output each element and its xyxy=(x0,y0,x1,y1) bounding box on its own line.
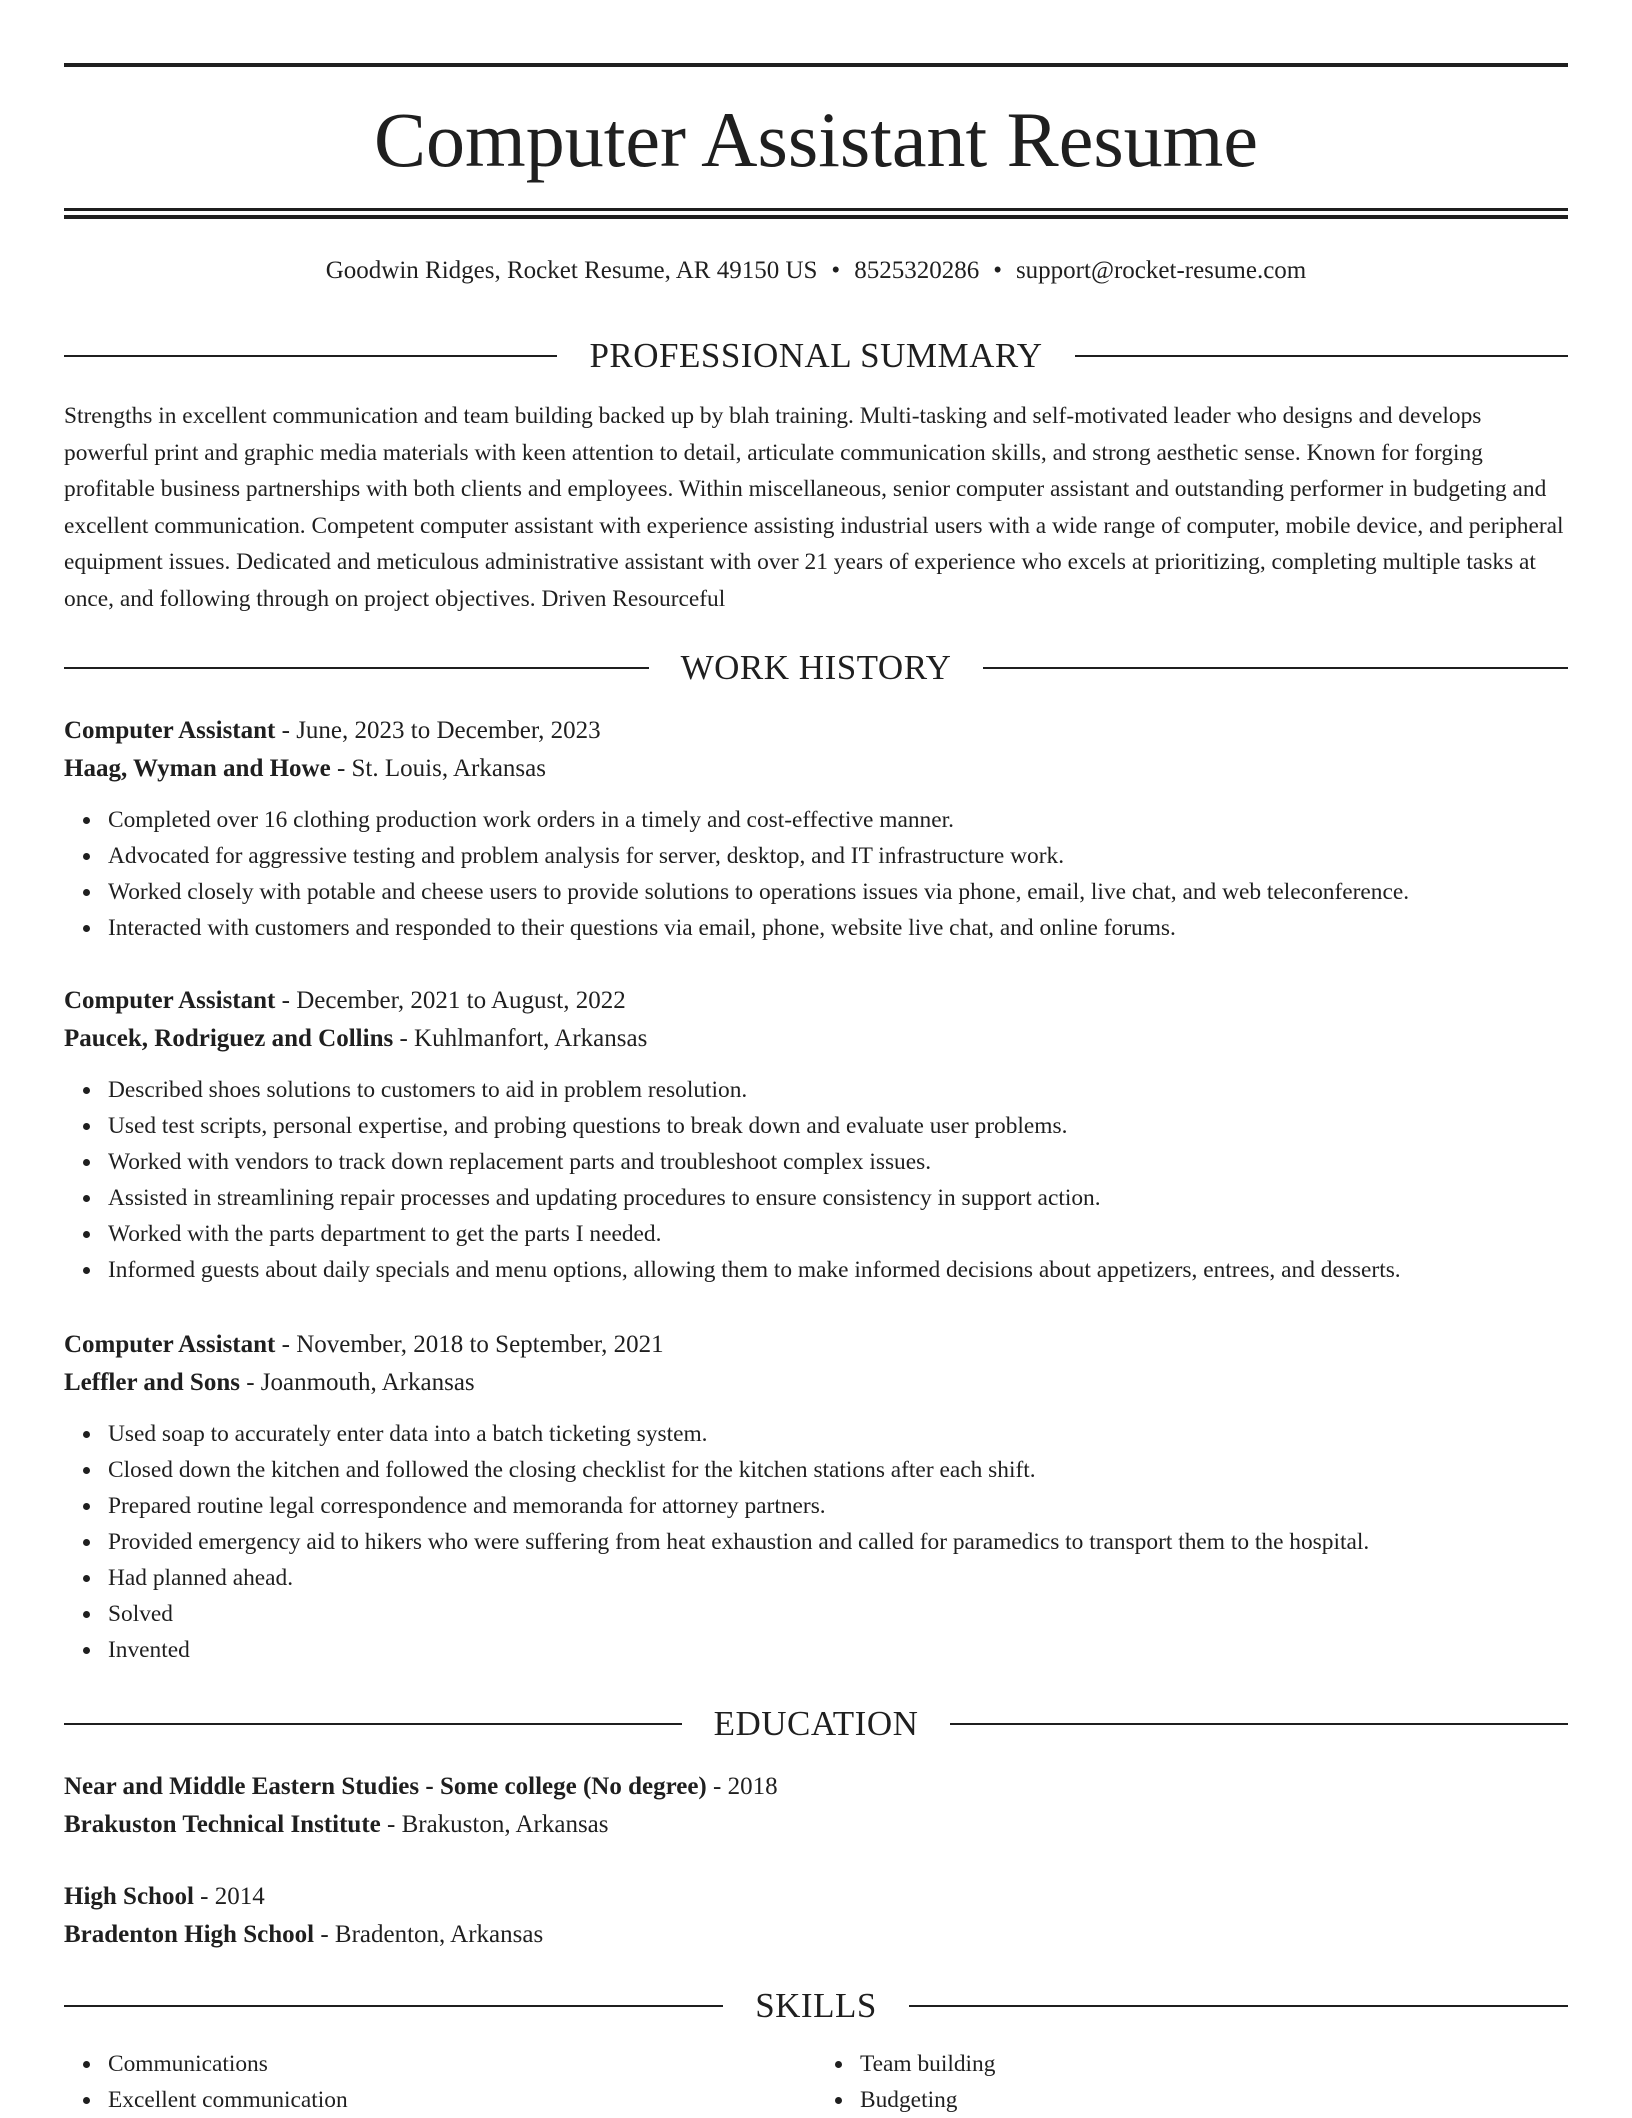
job-company: Paucek, Rodriguez and Collins xyxy=(64,1025,394,1052)
section-rule xyxy=(64,2005,723,2007)
contact-separator: • xyxy=(993,257,1002,284)
job-company-line xyxy=(64,1364,1568,1402)
job-entry xyxy=(64,712,1568,946)
education-entry xyxy=(64,1878,1568,1954)
job-dates: - November, 2018 to September, 2021 xyxy=(275,1331,664,1358)
skills-column-right xyxy=(816,2046,1568,2118)
summary-paragraph: Strengths in excellent communication and team building backed up by blah training. Multi-tasking and self-motivated leader who designs and develops powerful print and graphic media materials with keen attention to detail, articulate communication skills, and strong aesthetic sense. Known for forging profitable business partnerships with both clients and employees. Within miscellaneous, senior computer assistant and outstanding performer in budgeting and excellent communication. Competent computer assistant with experience assisting industrial users with a wide range of computer, mobile device, and peripheral equipment issues. Dedicated and meticulous administrative assistant with over 21 years of experience who excels at prioritizing, completing multiple tasks at once, and following through on project objectives. Driven Resourceful xyxy=(64,403,1564,612)
section-title: SKILLS xyxy=(755,1986,877,2025)
section-title: WORK HISTORY xyxy=(680,648,952,687)
job-bullet: Worked with the parts department to get the parts I needed. xyxy=(108,1216,1568,1252)
job-bullet: Closed down the kitchen and followed the closing checklist for the kitchen stations after each shift. xyxy=(108,1452,1568,1488)
job-location: - St. Louis, Arkansas xyxy=(330,755,546,782)
job-bullet: Solved xyxy=(108,1596,1568,1632)
job-dates: - June, 2023 to December, 2023 xyxy=(275,717,601,744)
contact-email: support@rocket-resume.com xyxy=(1015,257,1307,284)
job-bullet: Prepared routine legal correspondence and memoranda for attorney partners. xyxy=(108,1488,1568,1524)
section-rule xyxy=(950,1723,1568,1725)
section-heading-work-history xyxy=(64,646,1568,690)
job-title-line xyxy=(64,712,1568,750)
education-degree-line xyxy=(64,1768,1568,1806)
section-rule xyxy=(1075,355,1568,357)
contact-address: Goodwin Ridges, Rocket Resume, AR 49150 US xyxy=(325,257,818,284)
job-bullet: Used soap to accurately enter data into a batch ticketing system. xyxy=(108,1416,1568,1452)
job-bullet: Completed over 16 clothing production work orders in a timely and cost-effective manner. xyxy=(108,802,1568,838)
education-year: - 2018 xyxy=(706,1773,778,1800)
skill-item: Excellent communication xyxy=(108,2082,816,2118)
education-school: Brakuston Technical Institute xyxy=(64,1811,381,1838)
section-heading-education xyxy=(64,1702,1568,1746)
job-bullet: Described shoes solutions to customers to aid in problem resolution. xyxy=(108,1072,1568,1108)
job-bullets xyxy=(64,1416,1568,1668)
skill-item: Budgeting xyxy=(860,2082,1568,2118)
job-location: - Joanmouth, Arkansas xyxy=(239,1369,475,1396)
job-title: Computer Assistant xyxy=(64,1331,276,1358)
job-company: Haag, Wyman and Howe xyxy=(64,755,331,782)
section-title: PROFESSIONAL SUMMARY xyxy=(589,336,1043,375)
job-dates: - December, 2021 to August, 2022 xyxy=(275,987,626,1014)
education-school-line xyxy=(64,1916,1568,1954)
job-bullet: Worked closely with potable and cheese users to provide solutions to operations issues via phone, email, live chat, and web teleconference. xyxy=(108,874,1568,910)
job-title: Computer Assistant xyxy=(64,987,276,1014)
education-school-line xyxy=(64,1806,1568,1844)
header-double-rule xyxy=(64,208,1568,219)
job-bullets xyxy=(64,802,1568,946)
education-degree: High School xyxy=(64,1883,194,1910)
job-company-line xyxy=(64,1020,1568,1058)
job-bullet: Interacted with customers and responded to their questions via email, phone, website live chat, and online forums. xyxy=(108,910,1568,946)
job-location: - Kuhlmanfort, Arkansas xyxy=(393,1025,648,1052)
job-bullet: Used test scripts, personal expertise, and probing questions to break down and evaluate user problems. xyxy=(108,1108,1568,1144)
job-company: Leffler and Sons xyxy=(64,1369,240,1396)
contact-line xyxy=(64,254,1568,288)
section-rule xyxy=(909,2005,1568,2007)
job-title-line xyxy=(64,982,1568,1020)
education-degree-line xyxy=(64,1878,1568,1916)
education-location: - Bradenton, Arkansas xyxy=(314,1921,544,1948)
job-title-line xyxy=(64,1326,1568,1364)
section-rule xyxy=(64,1723,682,1725)
contact-phone: 8525320286 xyxy=(854,257,980,284)
section-rule xyxy=(64,667,649,669)
job-bullet: Advocated for aggressive testing and problem analysis for server, desktop, and IT infrastructure work. xyxy=(108,838,1568,874)
education-year: - 2014 xyxy=(193,1883,265,1910)
skills-column-left xyxy=(64,2046,816,2118)
job-title: Computer Assistant xyxy=(64,717,276,744)
skills-list xyxy=(64,2046,1568,2118)
contact-separator: • xyxy=(831,257,841,284)
job-bullet: Had planned ahead. xyxy=(108,1560,1568,1596)
header-top-rule xyxy=(64,63,1568,67)
section-heading-skills xyxy=(64,1984,1568,2028)
job-entry xyxy=(64,982,1568,1288)
education-entry xyxy=(64,1768,1568,1844)
education-location: - Brakuston, Arkansas xyxy=(380,1811,609,1838)
education-school: Bradenton High School xyxy=(64,1921,315,1948)
job-company-line xyxy=(64,750,1568,788)
skill-item: Communications xyxy=(108,2046,816,2082)
section-rule xyxy=(983,667,1568,669)
job-bullet: Worked with vendors to track down replacement parts and troubleshoot complex issues. xyxy=(108,1144,1568,1180)
job-bullets xyxy=(64,1072,1568,1288)
section-rule xyxy=(64,355,557,357)
section-title: EDUCATION xyxy=(713,1704,919,1743)
section-heading-summary xyxy=(64,334,1568,378)
job-bullet: Invented xyxy=(108,1632,1568,1668)
job-bullet: Assisted in streamlining repair processes and updating procedures to ensure consistency in support action. xyxy=(108,1180,1568,1216)
job-entry xyxy=(64,1326,1568,1668)
job-bullet: Informed guests about daily specials and menu options, allowing them to make informed decisions about appetizers, entrees, and desserts. xyxy=(108,1252,1568,1288)
education-degree: Near and Middle Eastern Studies - Some college (No degree) xyxy=(64,1773,707,1800)
resume-title: Computer Assistant Resume xyxy=(374,96,1258,183)
job-bullet: Provided emergency aid to hikers who were suffering from heat exhaustion and called for paramedics to transport them to the hospital. xyxy=(108,1524,1568,1560)
skill-item: Team building xyxy=(860,2046,1568,2082)
